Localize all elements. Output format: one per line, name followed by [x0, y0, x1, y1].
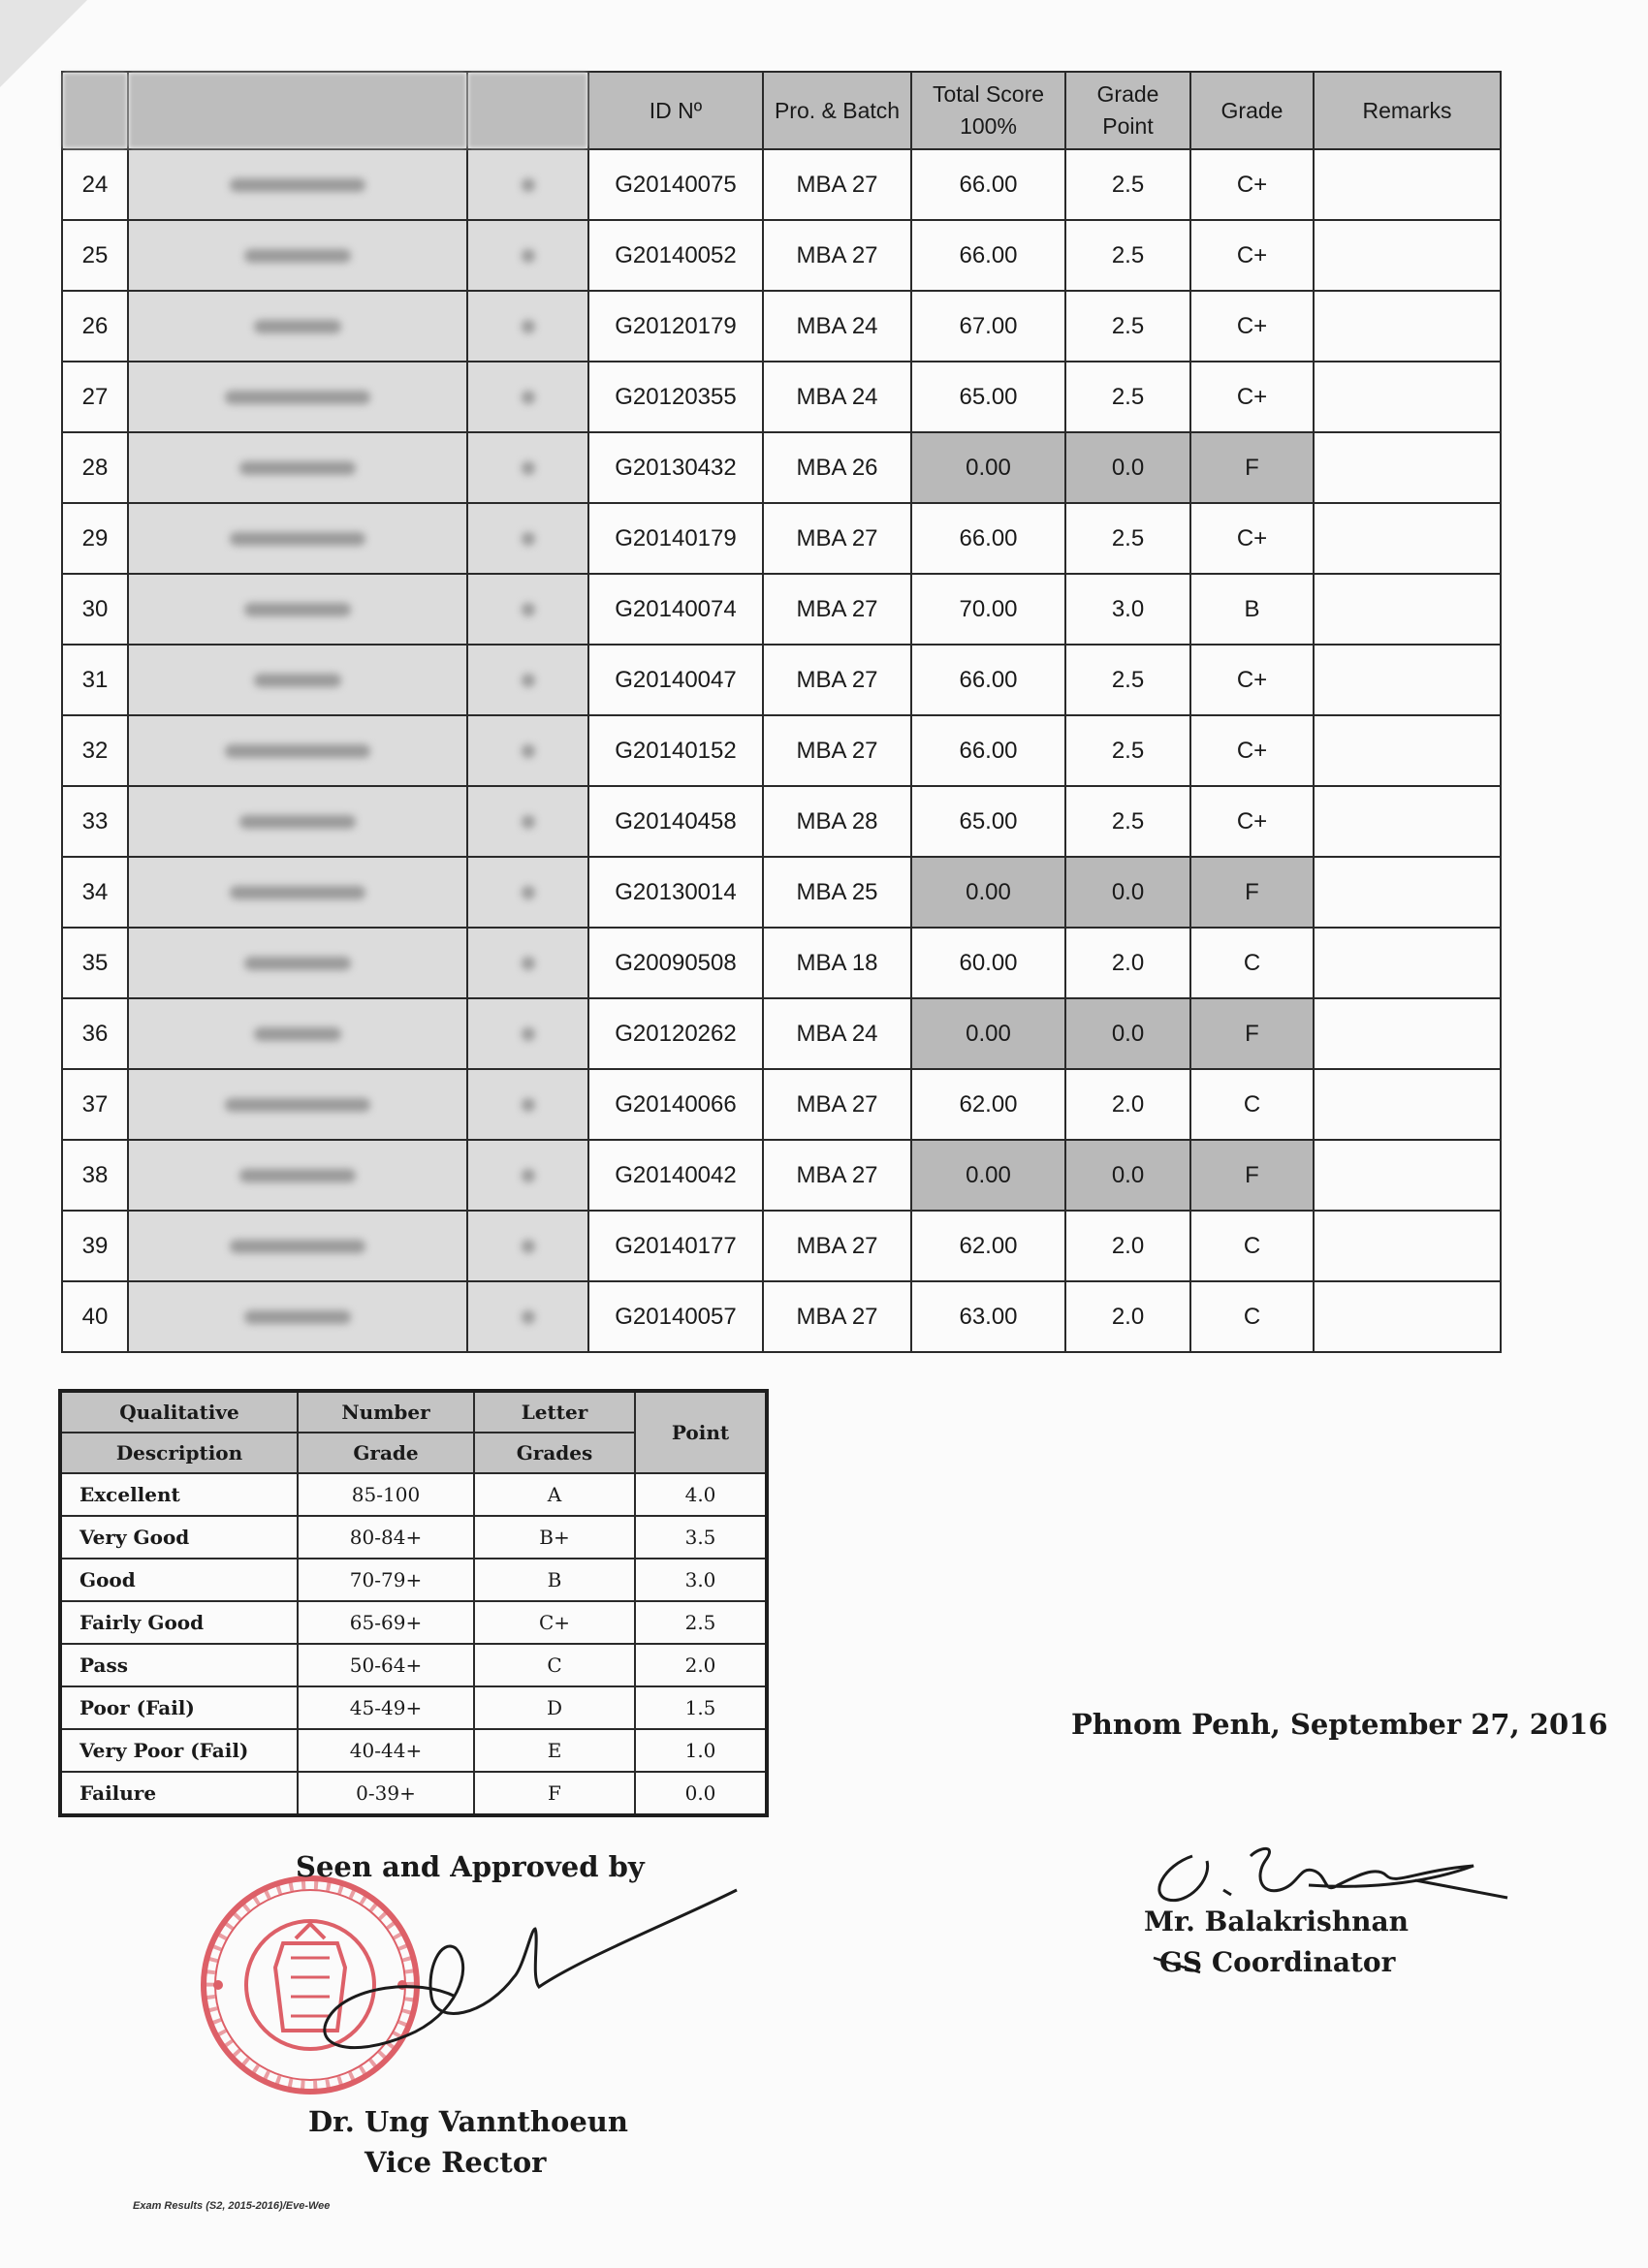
- letter-grade: C+: [1190, 220, 1314, 291]
- letter-grade: C+: [1190, 645, 1314, 715]
- grade-point: 0.0: [1065, 857, 1190, 928]
- grade-point: 0.0: [1065, 998, 1190, 1069]
- coordinator-title: GS Coordinator: [1159, 1946, 1396, 1978]
- program-batch: MBA 24: [763, 362, 911, 432]
- grade-point: 2.5: [1065, 291, 1190, 362]
- header-total-score-label: Total Score: [932, 81, 1045, 107]
- grade-point: 0.0: [1065, 1140, 1190, 1211]
- grade-point: 2.0: [1065, 1281, 1190, 1352]
- total-score: 66.00: [911, 715, 1065, 786]
- row-number: 38: [62, 1140, 128, 1211]
- scale-letter: E: [474, 1729, 635, 1772]
- footer-reference: Exam Results (S2, 2015-2016)/Eve-Wee: [133, 2200, 331, 2212]
- scale-header-point: Point: [635, 1391, 767, 1473]
- grade-point: 0.0: [1065, 432, 1190, 503]
- student-id: G20140152: [588, 715, 763, 786]
- scale-point: 1.5: [635, 1686, 767, 1729]
- scale-point: 2.0: [635, 1644, 767, 1686]
- row-number: 26: [62, 291, 128, 362]
- scale-number-range: 40-44+: [298, 1729, 474, 1772]
- grade-point: 2.5: [1065, 149, 1190, 220]
- row-number: 29: [62, 503, 128, 574]
- scale-description: Pass: [60, 1644, 298, 1686]
- row-number: 37: [62, 1069, 128, 1140]
- letter-grade: C+: [1190, 503, 1314, 574]
- letter-grade: F: [1190, 857, 1314, 928]
- scale-description: Good: [60, 1559, 298, 1601]
- program-batch: MBA 27: [763, 503, 911, 574]
- grade-point: 2.0: [1065, 1211, 1190, 1281]
- grade-point: 2.5: [1065, 715, 1190, 786]
- grade-point: 2.5: [1065, 503, 1190, 574]
- scale-point: 0.0: [635, 1772, 767, 1815]
- student-id: G20120355: [588, 362, 763, 432]
- row-number: 33: [62, 786, 128, 857]
- row-number: 39: [62, 1211, 128, 1281]
- letter-grade: C+: [1190, 715, 1314, 786]
- total-score: 0.00: [911, 1140, 1065, 1211]
- total-score: 60.00: [911, 928, 1065, 998]
- scale-letter: C: [474, 1644, 635, 1686]
- total-score: 66.00: [911, 149, 1065, 220]
- grade-point: 2.0: [1065, 928, 1190, 998]
- scale-header-num-top: Number: [298, 1391, 474, 1433]
- grade-point: 2.5: [1065, 362, 1190, 432]
- total-score: 62.00: [911, 1211, 1065, 1281]
- grade-point: 3.0: [1065, 574, 1190, 645]
- program-batch: MBA 27: [763, 645, 911, 715]
- scale-number-range: 45-49+: [298, 1686, 474, 1729]
- scale-letter: C+: [474, 1601, 635, 1644]
- scale-number-range: 50-64+: [298, 1644, 474, 1686]
- scale-letter: B: [474, 1559, 635, 1601]
- total-score: 62.00: [911, 1069, 1065, 1140]
- letter-grade: C+: [1190, 786, 1314, 857]
- program-batch: MBA 27: [763, 1281, 911, 1352]
- row-number: 28: [62, 432, 128, 503]
- row-number: 40: [62, 1281, 128, 1352]
- header-id: ID Nº: [588, 72, 763, 149]
- letter-grade: C: [1190, 928, 1314, 998]
- official-seal: [204, 1878, 417, 2092]
- program-batch: MBA 27: [763, 1069, 911, 1140]
- rector-title: Vice Rector: [364, 2146, 547, 2179]
- scale-number-range: 85-100: [298, 1473, 474, 1516]
- student-id: G20130432: [588, 432, 763, 503]
- total-score: 66.00: [911, 503, 1065, 574]
- grade-point: 2.0: [1065, 1069, 1190, 1140]
- total-score: 65.00: [911, 362, 1065, 432]
- program-batch: MBA 25: [763, 857, 911, 928]
- letter-grade: C+: [1190, 291, 1314, 362]
- total-score: 66.00: [911, 220, 1065, 291]
- scale-number-range: 0-39+: [298, 1772, 474, 1815]
- total-score: 66.00: [911, 645, 1065, 715]
- student-id: G20140042: [588, 1140, 763, 1211]
- scale-point: 1.0: [635, 1729, 767, 1772]
- row-number: 34: [62, 857, 128, 928]
- row-number: 36: [62, 998, 128, 1069]
- row-number: 24: [62, 149, 128, 220]
- scale-letter: A: [474, 1473, 635, 1516]
- scale-header-desc-top: Qualitative: [60, 1391, 298, 1433]
- grade-point: 2.5: [1065, 645, 1190, 715]
- program-batch: MBA 24: [763, 998, 911, 1069]
- student-id: G20120179: [588, 291, 763, 362]
- scale-point: 3.5: [635, 1516, 767, 1559]
- scale-header-letter-bottom: Grades: [474, 1433, 635, 1473]
- header-grade-point-label: Grade: [1096, 81, 1159, 107]
- row-number: 35: [62, 928, 128, 998]
- letter-grade: C+: [1190, 149, 1314, 220]
- row-number: 25: [62, 220, 128, 291]
- scale-letter: B+: [474, 1516, 635, 1559]
- scale-description: Very Good: [60, 1516, 298, 1559]
- student-id: G20140066: [588, 1069, 763, 1140]
- letter-grade: C: [1190, 1211, 1314, 1281]
- program-batch: MBA 27: [763, 149, 911, 220]
- program-batch: MBA 26: [763, 432, 911, 503]
- letter-grade: F: [1190, 1140, 1314, 1211]
- place-date: Phnom Penh, September 27, 2016: [1071, 1708, 1608, 1741]
- scale-number-range: 70-79+: [298, 1559, 474, 1601]
- header-remarks: Remarks: [1314, 72, 1501, 149]
- letter-grade: F: [1190, 998, 1314, 1069]
- total-score: 63.00: [911, 1281, 1065, 1352]
- program-batch: MBA 24: [763, 291, 911, 362]
- program-batch: MBA 27: [763, 1211, 911, 1281]
- row-number: 32: [62, 715, 128, 786]
- scale-description: Excellent: [60, 1473, 298, 1516]
- scale-point: 3.0: [635, 1559, 767, 1601]
- letter-grade: F: [1190, 432, 1314, 503]
- header-grade: Grade: [1190, 72, 1314, 149]
- student-id: G20090508: [588, 928, 763, 998]
- program-batch: MBA 28: [763, 786, 911, 857]
- total-score: 65.00: [911, 786, 1065, 857]
- coordinator-signature: [1159, 1848, 1507, 1900]
- total-score: 0.00: [911, 432, 1065, 503]
- student-id: G20140047: [588, 645, 763, 715]
- scale-letter: D: [474, 1686, 635, 1729]
- scale-description: Failure: [60, 1772, 298, 1815]
- total-score: 0.00: [911, 857, 1065, 928]
- letter-grade: B: [1190, 574, 1314, 645]
- header-total-score-sub: 100%: [960, 113, 1017, 139]
- grade-point: 2.5: [1065, 786, 1190, 857]
- program-batch: MBA 27: [763, 574, 911, 645]
- scale-description: Very Poor (Fail): [60, 1729, 298, 1772]
- student-id: G20140458: [588, 786, 763, 857]
- student-id: G20140177: [588, 1211, 763, 1281]
- approved-label: Seen and Approved by: [296, 1850, 645, 1883]
- program-batch: MBA 18: [763, 928, 911, 998]
- scale-point: 4.0: [635, 1473, 767, 1516]
- scale-description: Poor (Fail): [60, 1686, 298, 1729]
- program-batch: MBA 27: [763, 220, 911, 291]
- student-id: G20140057: [588, 1281, 763, 1352]
- program-batch: MBA 27: [763, 1140, 911, 1211]
- row-number: 27: [62, 362, 128, 432]
- total-score: 0.00: [911, 998, 1065, 1069]
- total-score: 67.00: [911, 291, 1065, 362]
- row-number: 30: [62, 574, 128, 645]
- student-id: G20140179: [588, 503, 763, 574]
- scale-letter: F: [474, 1772, 635, 1815]
- student-id: G20130014: [588, 857, 763, 928]
- scale-header-num-bottom: Grade: [298, 1433, 474, 1473]
- scale-point: 2.5: [635, 1601, 767, 1644]
- scale-header-letter-top: Letter: [474, 1391, 635, 1433]
- header-grade-point-sub: Point: [1102, 113, 1154, 139]
- header-program-batch: Pro. & Batch: [763, 72, 911, 149]
- coordinator-name: Mr. Balakrishnan: [1144, 1906, 1410, 1937]
- letter-grade: C: [1190, 1069, 1314, 1140]
- total-score: 70.00: [911, 574, 1065, 645]
- row-number: 31: [62, 645, 128, 715]
- student-id: G20140052: [588, 220, 763, 291]
- scale-number-range: 80-84+: [298, 1516, 474, 1559]
- student-id: G20140074: [588, 574, 763, 645]
- scale-description: Fairly Good: [60, 1601, 298, 1644]
- grade-point: 2.5: [1065, 220, 1190, 291]
- rector-name: Dr. Ung Vannthoeun: [308, 2105, 628, 2138]
- program-batch: MBA 27: [763, 715, 911, 786]
- scale-number-range: 65-69+: [298, 1601, 474, 1644]
- student-id: G20140075: [588, 149, 763, 220]
- letter-grade: C: [1190, 1281, 1314, 1352]
- student-id: G20120262: [588, 998, 763, 1069]
- letter-grade: C+: [1190, 362, 1314, 432]
- scale-header-desc-bottom: Description: [60, 1433, 298, 1473]
